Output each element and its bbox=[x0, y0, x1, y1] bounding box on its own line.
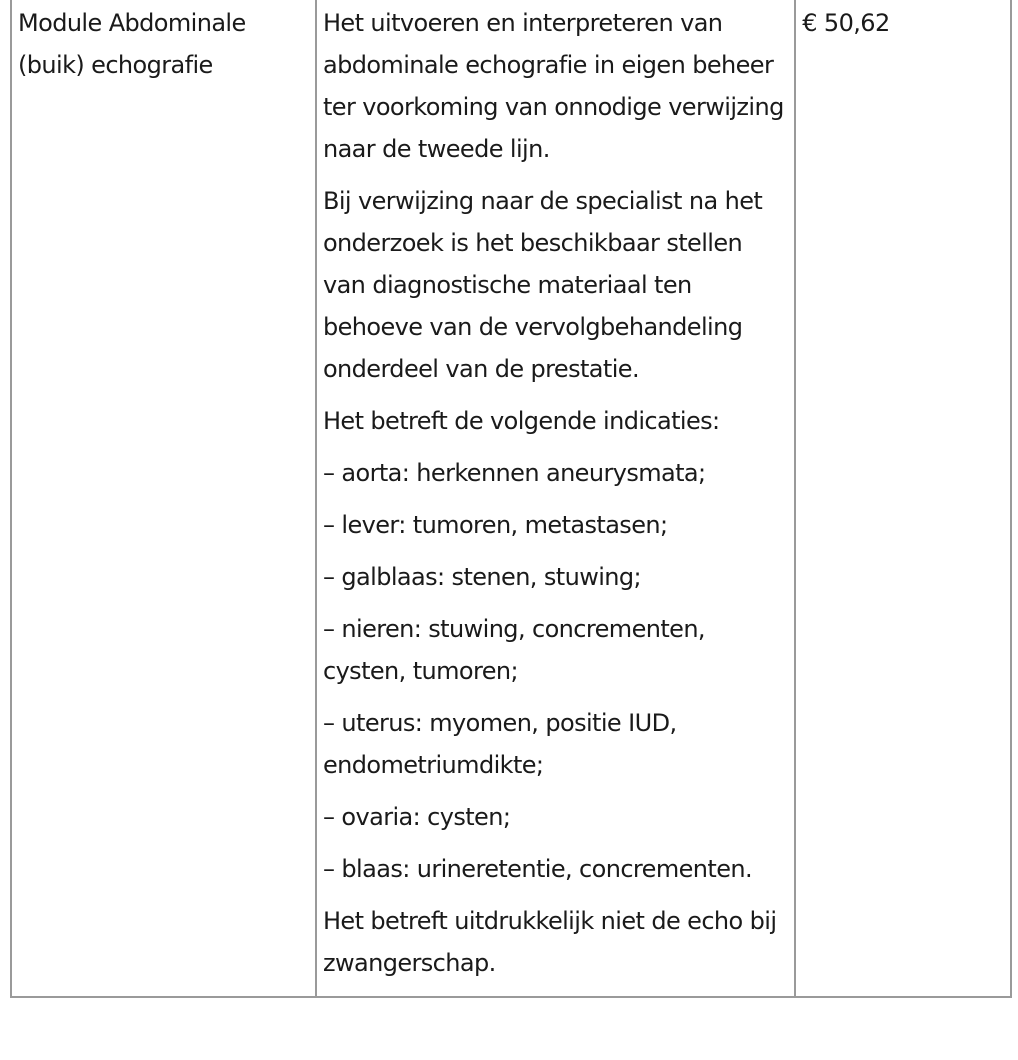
table-row bbox=[11, 0, 1011, 997]
description-paragraph: Bij verwijzing naar de specialist na het onderzoek is het beschikbaar stellen van diagnostische materiaal ten behoeve van de vervolgbehandeling onderdeel van de prestatie. bbox=[322, 187, 763, 383]
tariff-table bbox=[10, 0, 1012, 998]
exclusion-note: Het betreft uitdrukkelijk niet de echo bij zwangerschap. bbox=[322, 907, 777, 977]
description-paragraph: Het uitvoeren en interpreteren van abdominale echografie in eigen beheer ter voorkoming van onnodige verwijzing naar de tweede lijn. bbox=[322, 9, 784, 163]
description-cell bbox=[316, 0, 795, 997]
indication-item: – lever: tumoren, metastasen; bbox=[322, 511, 668, 539]
indication-item: – uterus: myomen, positie IUD, endometriumdikte; bbox=[322, 709, 677, 779]
indication-item: – blaas: urineretentie, concrementen. bbox=[322, 855, 753, 883]
indication-item: – nieren: stuwing, concrementen, cysten, tumoren; bbox=[322, 615, 705, 685]
price: € 50,62 bbox=[802, 9, 890, 37]
indication-item: – galblaas: stenen, stuwing; bbox=[322, 563, 642, 591]
indication-item: – aorta: herkennen aneurysmata; bbox=[322, 459, 706, 487]
indications-intro: Het betreft de volgende indicaties: bbox=[322, 407, 720, 435]
price-cell bbox=[795, 0, 1011, 997]
service-name-cell bbox=[11, 0, 316, 997]
service-name: Module Abdominale (buik) echografie bbox=[18, 9, 246, 79]
indication-item: – ovaria: cysten; bbox=[322, 803, 511, 831]
